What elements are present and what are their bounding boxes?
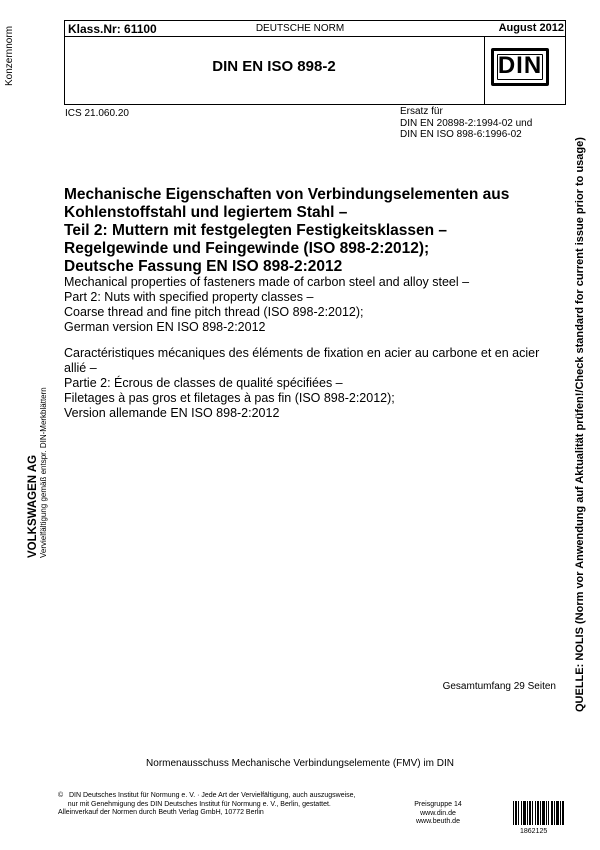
german-title-line: Mechanische Eigenschaften von Verbindungselementen aus <box>64 186 510 203</box>
english-title-line: Coarse thread and fine pitch thread (ISO 898-2:2012); <box>64 305 364 319</box>
english-title-line: Mechanical properties of fasteners made of carbon steel and alloy steel – <box>64 275 470 289</box>
french-title-line: allié – <box>64 361 97 375</box>
price-group <box>405 801 471 827</box>
document-id: 1862125 <box>520 828 548 835</box>
copyright-line: © DIN Deutsches Institut für Normung e. V. · Jede Art der Vervielfältigung, auch auszugsweise, <box>58 792 356 799</box>
french-title-line: Caractéristiques mécaniques des éléments de fixation en acier au carbone et en acier <box>64 346 540 360</box>
copyright-line: Alleinverkauf der Normen durch Beuth Verlag GmbH, 10772 Berlin <box>58 809 264 816</box>
german-title-line: Regelgewinde und Feingewinde (ISO 898-2:2012); <box>64 240 430 257</box>
german-title-line: Kohlenstoffstahl und legiertem Stahl – <box>64 204 348 221</box>
replacement-line: DIN EN ISO 898-6:1996-02 <box>400 129 522 140</box>
german-title-line: Deutsche Fassung EN ISO 898-2:2012 <box>64 258 343 275</box>
english-title-line: Part 2: Nuts with specified property classes – <box>64 290 314 304</box>
volkswagen-name: VOLKSWAGEN AG <box>27 454 39 558</box>
replacement-line: DIN EN 20898-2:1994-02 und <box>400 117 533 129</box>
konzernnorm-label: Konzernnorm <box>4 25 15 86</box>
barcode <box>512 801 566 825</box>
replacement-info <box>400 106 532 141</box>
total-pages: Gesamtumfang 29 Seiten <box>442 681 556 692</box>
din-logo <box>491 48 549 86</box>
beuth-website-link[interactable]: www.beuth.de <box>416 818 460 825</box>
class-number: Klass.Nr: 61100 <box>68 22 157 36</box>
french-title <box>64 346 544 421</box>
price-group-label: Preisgruppe 14 <box>414 801 462 808</box>
norm-type: DEUTSCHE NORM <box>255 23 345 34</box>
standards-committee: Normenausschuss Mechanische Verbindungselemente (FMV) im DIN <box>146 758 454 769</box>
logo-divider <box>484 36 485 105</box>
din-website-link[interactable]: www.din.de <box>420 809 456 817</box>
din-logo-text: DIN <box>497 52 543 79</box>
english-title-line: German version EN ISO 898-2:2012 <box>64 320 266 334</box>
issue-date: August 2012 <box>498 22 564 34</box>
header-divider <box>64 36 566 37</box>
replacement-label: Ersatz für <box>400 106 443 117</box>
ics-code: ICS 21.060.20 <box>65 108 129 119</box>
french-title-line: Partie 2: Écrous de classes de qualité spécifiées – <box>64 376 343 390</box>
english-title <box>64 275 534 335</box>
german-title-line: Teil 2: Muttern mit festgelegten Festigkeitsklassen – <box>64 222 448 239</box>
copyright-line: nur mit Genehmigung des DIN Deutsches Institut für Normung e. V., Berlin, gestattet. <box>58 800 331 808</box>
volkswagen-stamp <box>27 387 48 558</box>
french-title-line: Filetages à pas gros et filetages à pas fin (ISO 898-2:2012); <box>64 391 395 405</box>
french-title-line: Version allemande EN ISO 898-2:2012 <box>64 406 280 420</box>
copyright-notice <box>58 792 378 818</box>
document-number: DIN EN ISO 898-2 <box>212 58 336 75</box>
volkswagen-note: Vervielfältigung gemäß entspr. DIN-Merkblättern <box>39 387 48 558</box>
german-title <box>64 186 534 276</box>
source-notice: QUELLE: NOLIS (Norm vor Anwendung auf Aktualität prüfen!/Check standard for current issue prior to usage) <box>574 137 586 712</box>
